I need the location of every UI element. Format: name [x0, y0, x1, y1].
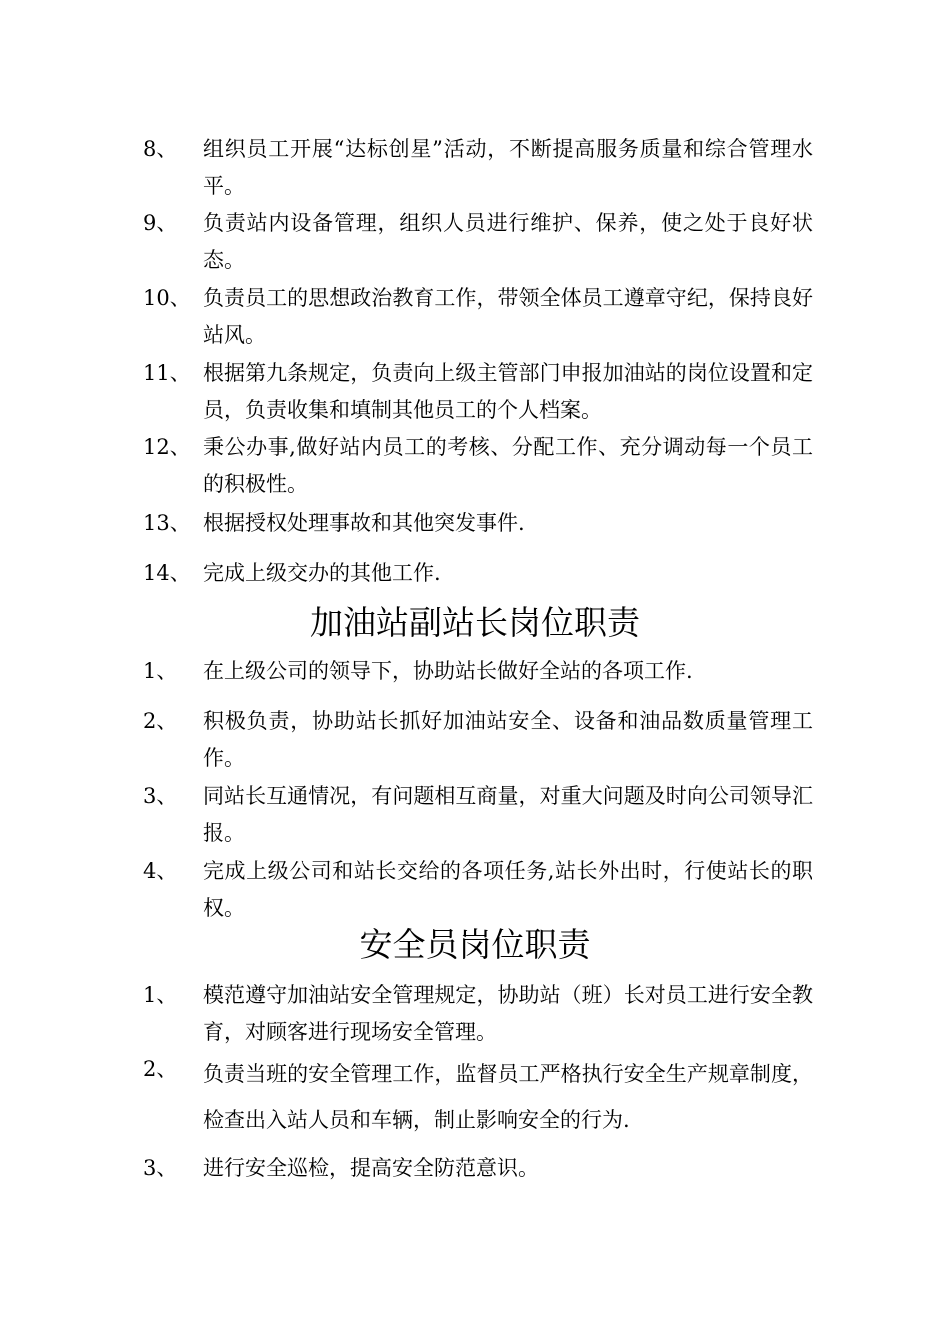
- item-number: 10、: [143, 286, 191, 310]
- item-number: 8、: [143, 137, 178, 161]
- item-number: 1、: [143, 659, 178, 683]
- item-text: 完成上级交办的其他工作.: [203, 561, 441, 585]
- item-text: 负责当班的安全管理工作，监督员工严格执行安全生产规章制度，检查出入站人员和车辆，制止影响安全的行为.: [203, 1062, 813, 1132]
- item-number: 11、: [143, 361, 191, 385]
- item-text: 积极负责，协助站长抓好加油站安全、设备和油品数质量管理工作。: [203, 709, 813, 770]
- item-text: 同站长互通情况，有问题相互商量，对重大问题及时向公司领导汇报。: [203, 784, 813, 845]
- item-text: 完成上级公司和站长交给的各项任务,站长外出时，行使站长的职权。: [203, 859, 813, 920]
- item-text: 负责站内设备管理，组织人员进行维护、保养，使之处于良好状态。: [203, 211, 813, 272]
- item-number: 9、: [143, 211, 178, 235]
- item-text: 负责员工的思想政治教育工作，带领全体员工遵章守纪，保持良好站风。: [203, 286, 813, 347]
- item-number: 13、: [143, 511, 191, 535]
- section-title-safety-officer: 安全员岗位职责: [359, 925, 591, 964]
- item-number: 1、: [143, 983, 178, 1007]
- section-title-deputy-manager: 加油站副站长岗位职责: [310, 603, 640, 642]
- item-number: 2、: [143, 1057, 178, 1081]
- item-text: 根据授权处理事故和其他突发事件.: [203, 511, 525, 535]
- item-text: 秉公办事,做好站内员工的考核、分配工作、充分调动每一个员工的积极性。: [203, 435, 813, 496]
- item-number: 3、: [143, 784, 178, 808]
- item-number: 14、: [143, 561, 191, 585]
- item-number: 12、: [143, 435, 191, 459]
- item-number: 3、: [143, 1156, 178, 1180]
- item-text: 根据第九条规定，负责向上级主管部门申报加油站的岗位设置和定员，负责收集和填制其他员工的个人档案。: [203, 361, 813, 422]
- item-text: 在上级公司的领导下，协助站长做好全站的各项工作.: [203, 659, 693, 683]
- item-text: 进行安全巡检，提高安全防范意识。: [203, 1156, 539, 1180]
- item-text: 组织员工开展“达标创星”活动，不断提高服务质量和综合管理水平。: [203, 137, 813, 198]
- item-number: 4、: [143, 859, 178, 883]
- item-number: 2、: [143, 709, 178, 733]
- item-text: 模范遵守加油站安全管理规定，协助站（班）长对员工进行安全教育，对顾客进行现场安全管理。: [203, 983, 813, 1044]
